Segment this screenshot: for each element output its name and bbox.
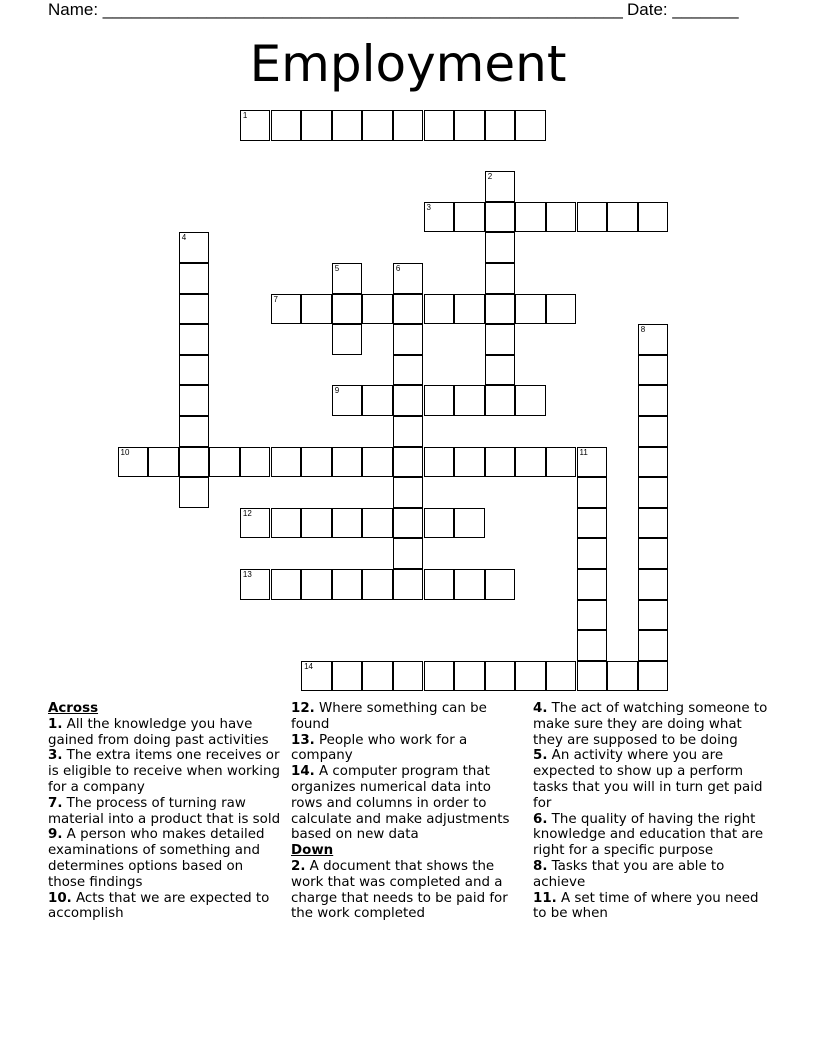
crossword-cell[interactable] [393,324,424,355]
clue-down-5 [533,748,771,811]
crossword-cell[interactable] [179,355,210,386]
clue-text: A set time of where you need to be when [533,890,759,922]
crossword-cell[interactable] [638,630,669,661]
crossword-cell[interactable] [485,447,516,478]
crossword-cell[interactable] [240,569,271,600]
crossword-cell[interactable] [271,447,302,478]
clue-across-12 [291,701,526,733]
clue-down-6 [533,812,771,859]
clue-number: 13. [291,732,315,748]
crossword-cell[interactable] [638,508,669,539]
crossword-cell[interactable] [393,538,424,569]
crossword-cell[interactable] [393,385,424,416]
cell-number: 6 [395,264,401,273]
crossword-cell[interactable] [179,232,210,263]
cell-number: 2 [487,172,493,182]
crossword-cell[interactable] [179,385,210,416]
clue-number: 2. [291,858,306,874]
crossword-cell[interactable] [546,294,577,325]
crossword-cell[interactable] [638,600,669,631]
crossword-cell[interactable] [362,661,393,692]
cell-number: 5 [334,264,340,273]
crossword-cell[interactable] [515,202,546,233]
cell-number: 1 [242,111,248,120]
clue-number: 10. [48,890,72,906]
crossword-cell[interactable] [271,569,302,600]
crossword-cell[interactable] [454,385,485,416]
cell-number: 10 [120,447,130,457]
crossword-cell[interactable] [424,385,455,416]
crossword-cell[interactable] [424,294,455,325]
clue-number: 8. [533,858,548,874]
crossword-cell[interactable] [454,569,485,600]
clue-number: 5. [533,748,548,764]
crossword-cell[interactable] [424,569,455,600]
clue-number: 7. [48,795,63,811]
crossword-cell[interactable] [393,416,424,447]
clue-text: The act of watching someone to make sure they are doing what they are supposed to be doing [533,701,768,748]
clue-text: Acts that we are expected to accomplish [48,890,270,922]
cell-number: 9 [334,386,340,396]
clue-text: The quality of having the right knowledge and education that are right for a specific purpose [533,811,764,859]
crossword-cell[interactable] [515,294,546,325]
clue-number: 6. [533,811,548,827]
crossword-cell[interactable] [638,416,669,447]
crossword-cell[interactable] [638,202,669,233]
crossword-cell[interactable] [332,294,363,325]
crossword-cell[interactable] [424,110,455,141]
clue-text: A computer program that organizes numerical data into rows and columns in order to calculate and make adjustments based on new data [291,764,510,843]
clue-across-13 [291,733,526,765]
clue-text: A person who makes detailed examinations of something and determines options based on those findings [48,827,265,890]
crossword-cell[interactable] [332,385,363,416]
crossword-cell[interactable] [638,447,669,478]
clue-column-3 [533,701,771,922]
crossword-cell[interactable] [638,355,669,386]
clue-text: People who work for a company [291,732,468,764]
page-title: Employment [249,35,567,93]
clue-across-3 [48,748,284,795]
crossword-cell[interactable] [332,324,363,355]
crossword-cell[interactable] [301,447,332,478]
crossword-cell[interactable] [332,508,363,539]
crossword-cell[interactable] [179,294,210,325]
clue-number: 11. [533,890,557,906]
crossword-cell[interactable] [638,569,669,600]
crossword-cell[interactable] [638,661,669,692]
crossword-cell[interactable] [577,600,608,631]
cell-number: 11 [579,447,588,457]
crossword-cell[interactable] [577,477,608,508]
crossword-cell[interactable] [332,661,363,692]
cell-number: 8 [640,325,646,335]
crossword-cell[interactable] [424,447,455,478]
clue-number: 4. [533,701,548,716]
crossword-cell[interactable] [485,324,516,355]
crossword-cell[interactable] [515,661,546,692]
cell-number: 3 [426,202,431,212]
crossword-cell[interactable] [301,569,332,600]
crossword-cell[interactable] [546,202,577,233]
crossword-cell[interactable] [179,416,210,447]
down-heading: Down [291,843,334,859]
crossword-cell[interactable] [546,447,577,478]
cell-number: 7 [273,294,278,304]
crossword-cell[interactable] [424,508,455,539]
crossword-cell[interactable] [240,508,271,539]
crossword-cell[interactable] [638,477,669,508]
crossword-cell[interactable] [393,477,424,508]
clue-number: 3. [48,748,63,764]
crossword-cell[interactable] [271,110,302,141]
clue-across-9 [48,827,284,890]
crossword-cell[interactable] [393,661,424,692]
cell-number: 13 [242,570,252,579]
crossword-cell[interactable] [301,294,332,325]
name-field-label: Name: _______________________________________________________ [48,0,623,19]
crossword-cell[interactable] [577,202,608,233]
crossword-cell[interactable] [515,385,546,416]
crossword-cell[interactable] [485,294,516,325]
crossword-cell[interactable] [454,508,485,539]
crossword-cell[interactable] [301,508,332,539]
crossword-cell[interactable] [362,385,393,416]
crossword-cell[interactable] [301,661,332,692]
crossword-cell[interactable] [454,110,485,141]
crossword-cell[interactable] [362,508,393,539]
crossword-cell[interactable] [362,294,393,325]
clue-down-8 [533,859,771,891]
crossword-cell[interactable] [454,202,485,233]
clue-text: Where something can be found [291,701,487,732]
crossword-cell[interactable] [424,661,455,692]
crossword-cell[interactable] [271,294,302,325]
crossword-cell[interactable] [485,232,516,263]
crossword-cell[interactable] [607,661,638,692]
crossword-cell[interactable] [454,294,485,325]
crossword-cell[interactable] [638,538,669,569]
crossword-cell[interactable] [485,661,516,692]
crossword-cell[interactable] [454,447,485,478]
crossword-cell[interactable] [485,110,516,141]
clue-across-10 [48,891,284,923]
clue-across-14 [291,764,526,843]
crossword-cell[interactable] [485,385,516,416]
crossword-cell[interactable] [393,569,424,600]
crossword-cell[interactable] [515,110,546,141]
crossword-cell[interactable] [546,661,577,692]
date-field-label: Date: _______ [627,0,739,19]
clue-text: The extra items one receives or is eligible to receive when working for a company [48,748,280,795]
crossword-cell[interactable] [393,447,424,478]
crossword-cell[interactable] [148,447,179,478]
crossword-cell[interactable] [393,110,424,141]
clue-text: An activity where you are expected to show up a perform tasks that you will in turn get paid for [533,748,763,811]
crossword-cell[interactable] [454,661,485,692]
crossword-cell[interactable] [485,202,516,233]
clue-down-11 [533,891,771,923]
crossword-cell[interactable] [179,447,210,478]
crossword-cell[interactable] [485,355,516,386]
crossword-cell[interactable] [638,385,669,416]
clue-number: 14. [291,764,315,780]
crossword-cell[interactable] [577,630,608,661]
clue-across-1 [48,717,284,749]
crossword-cell[interactable] [179,263,210,294]
clue-text: A document that shows the work that was completed and a charge that needs to be paid for the work completed [291,858,508,922]
clue-number: 1. [48,716,63,732]
clue-column-2 [291,701,526,922]
clue-down-2 [291,859,526,922]
crossword-cell[interactable] [240,110,271,141]
cell-number: 4 [181,233,187,243]
crossword-cell[interactable] [607,202,638,233]
clue-down-4 [533,701,771,748]
crossword-cell[interactable] [424,202,455,233]
clue-text: Tasks that you are able to achieve [533,858,725,890]
crossword-cell[interactable] [393,294,424,325]
crossword-cell[interactable] [332,569,363,600]
crossword-cell[interactable] [515,447,546,478]
crossword-cell[interactable] [577,538,608,569]
crossword-cell[interactable] [577,569,608,600]
crossword-cell[interactable] [638,324,669,355]
clue-number: 12. [291,701,315,716]
crossword-cell[interactable] [271,508,302,539]
clue-text: All the knowledge you have gained from doing past activities [48,716,269,748]
crossword-cell[interactable] [179,324,210,355]
crossword-cell[interactable] [393,508,424,539]
cell-number: 14 [304,661,313,671]
crossword-cell[interactable] [362,447,393,478]
clue-column-1 [48,701,284,922]
crossword-cell[interactable] [332,447,363,478]
clue-across-7 [48,796,284,828]
crossword-cell[interactable] [301,110,332,141]
crossword-cell[interactable] [362,569,393,600]
clue-number: 9. [48,827,63,843]
crossword-cell[interactable] [240,447,271,478]
crossword-cell[interactable] [332,110,363,141]
crossword-cell[interactable] [485,569,516,600]
crossword-cell[interactable] [362,110,393,141]
cell-number: 12 [242,508,252,518]
clue-text: The process of turning raw material into a product that is sold [48,795,281,827]
across-heading: Across [48,701,99,716]
crossword-cell[interactable] [577,447,608,478]
crossword-cell[interactable] [393,355,424,386]
crossword-cell[interactable] [577,508,608,539]
crossword-cell[interactable] [118,447,149,478]
crossword-cell[interactable] [179,477,210,508]
crossword-cell[interactable] [393,263,424,294]
crossword-cell[interactable] [332,263,363,294]
crossword-cell[interactable] [485,263,516,294]
crossword-cell[interactable] [577,661,608,692]
crossword-cell[interactable] [209,447,240,478]
crossword-cell[interactable] [485,171,516,202]
